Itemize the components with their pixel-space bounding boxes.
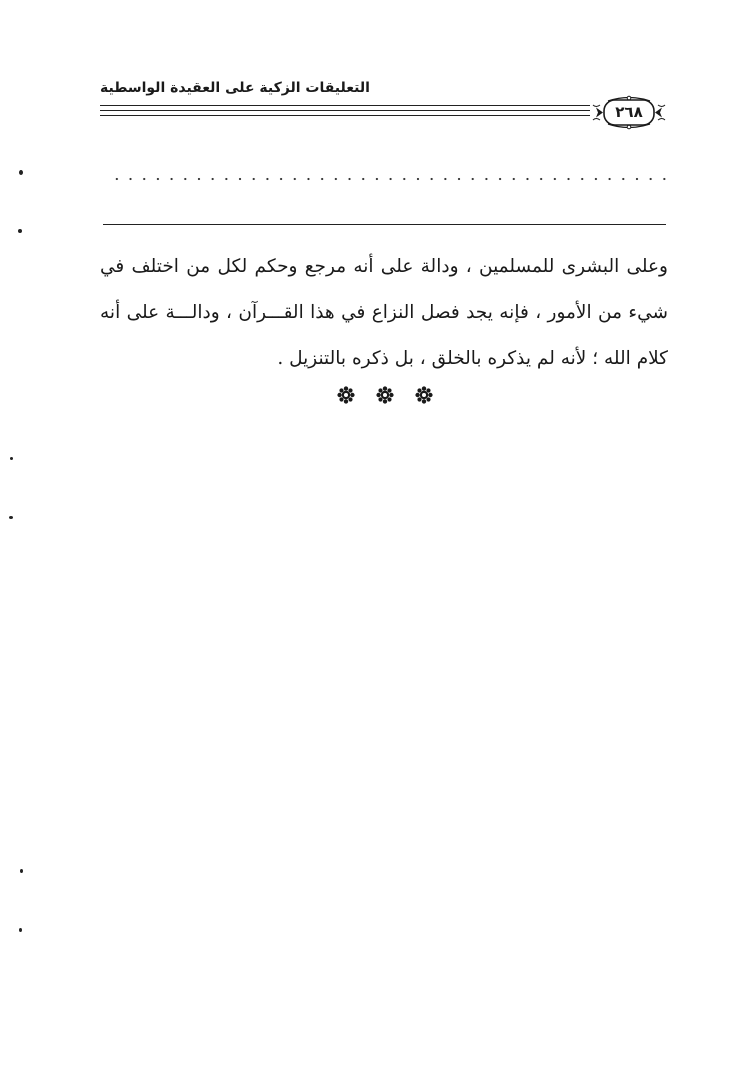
scan-speck <box>10 457 13 460</box>
header-rule-bottom <box>100 115 596 116</box>
scan-speck <box>9 516 13 519</box>
paragraph-line-2: شيء من الأمور ، فإنه يجد فصل النزاع في هذا القـــرآن ، ودالـــة على أنه <box>100 302 668 323</box>
scan-speck <box>20 869 23 873</box>
header-rule-middle <box>100 110 596 111</box>
paragraph-line-3: كلام الله ؛ لأنه لم يذكره بالخلق ، بل ذكره بالتنزيل . <box>277 348 668 369</box>
scan-speck <box>19 928 22 932</box>
flower-ornament-icon <box>337 386 355 404</box>
scan-speck <box>18 229 22 233</box>
end-ornament-group <box>337 385 433 405</box>
paragraph-line-1: وعلى البشرى للمسلمين ، ودالة على أنه مرجع وحكم لكل من اختلف في <box>100 256 668 277</box>
section-separator <box>103 224 666 225</box>
flower-ornament-icon <box>376 386 394 404</box>
scan-speck <box>19 170 23 175</box>
page-number: ٢٦٨ <box>615 103 643 121</box>
page-number-badge <box>590 95 668 131</box>
header-rule-top <box>100 105 596 106</box>
dot-leader-line <box>110 172 666 186</box>
flower-ornament-icon <box>415 386 433 404</box>
body-paragraph <box>100 244 668 382</box>
running-title: التعليقات الزكية على العقيدة الواسطية <box>100 80 370 96</box>
